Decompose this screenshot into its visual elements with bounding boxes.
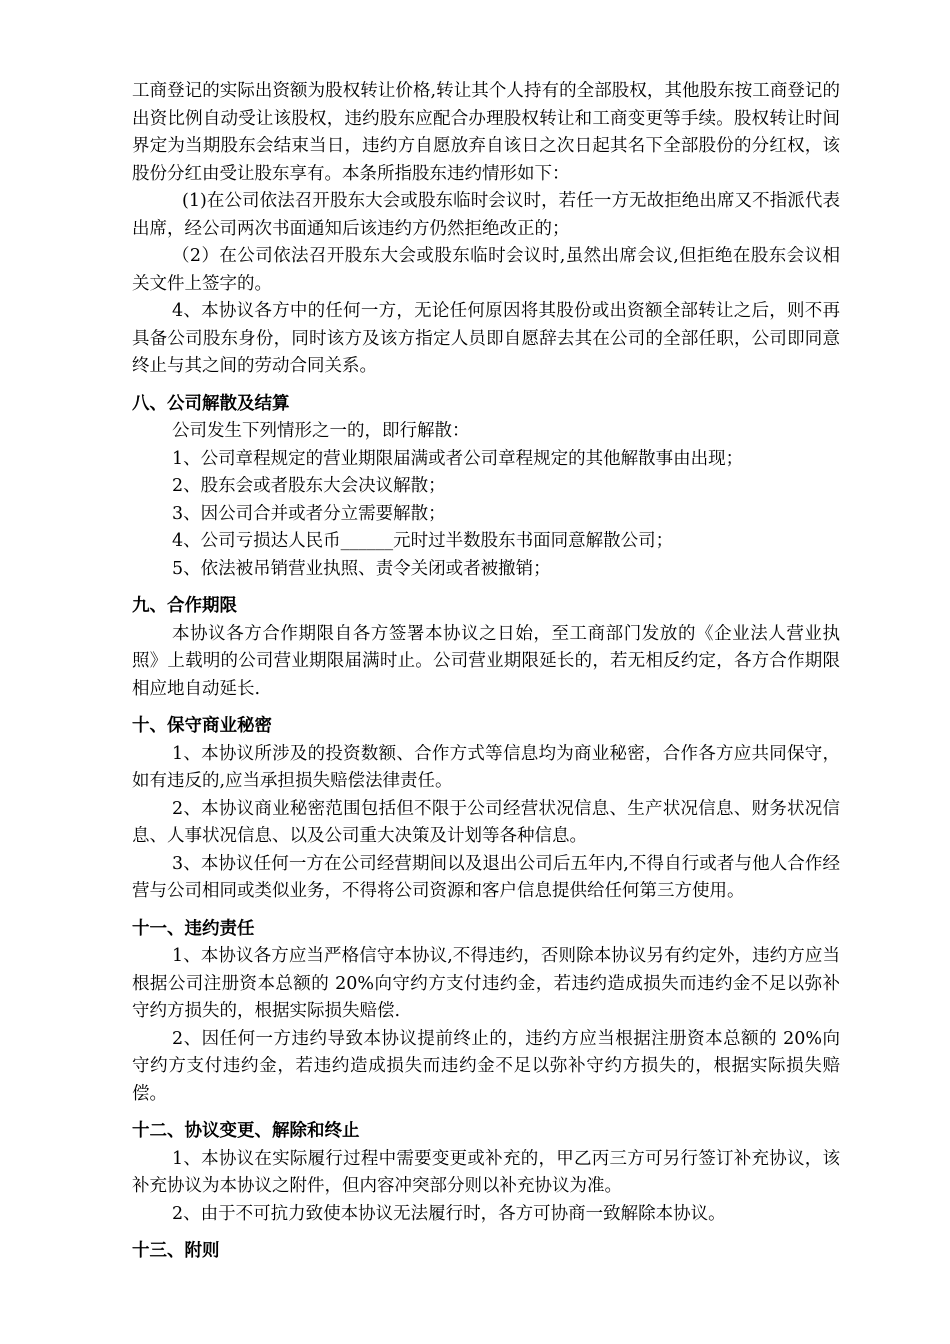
dissolution-item: 4、公司亏损达人民币______元时过半数股东书面同意解散公司； [172,531,674,551]
confidentiality-clause: 2、本协议商业秘密范围包括但不限于公司经营状况信息、生产状况信息、财务状况信息、人事状况信息、以及公司重大决策及计划等各种信息。 [132,798,840,846]
clause-4: 4、本协议各方中的任何一方，无论任何原因将其股份或出资额全部转让之后，则不再具备公司股东身份，同时该方及该方指定人员即自愿辞去其在公司的全部任职，公司即同意终止与其之间的劳动合同关系。 [132,301,840,376]
amendment-clause: 1、本协议在实际履行过程中需要变更或补充的，甲乙丙三方可另行签订补充协议，该补充协议为本协议之附件，但内容冲突部分则以补充协议为准。 [132,1148,840,1196]
section-heading-amendment: 十二、协议变更、解除和终止 [132,1121,360,1141]
term-paragraph: 本协议各方合作期限自各方签署本协议之日始，至工商部门发放的《企业法人营业执照》上载明的公司营业期限届满时止。公司营业期限延长的，若无相反约定，各方合作期限相应地自动延长. [132,623,840,699]
dissolution-intro: 公司发生下列情形之一的，即行解散： [172,421,470,441]
dissolution-item: 3、因公司合并或者分立需要解散； [172,503,446,524]
confidentiality-clause: 1、本协议所涉及的投资数额、合作方式等信息均为商业秘密，合作各方应共同保守，如有违反的,应当承担损失赔偿法律责任。 [132,743,840,791]
liability-clause: 2、因任何一方违约导致本协议提前终止的，违约方应当根据注册资本总额的 20%向守约方支付违约金，若违约造成损失而违约金不足以弥补守约方损失的，根据实际损失赔偿。 [132,1028,840,1104]
liability-clause: 1、本协议各方应当严格信守本协议,不得违约，否则除本协议另有约定外，违约方应当根据公司注册资本总额的 20%向守约方支付违约金，若违约造成损失而违约金不足以弥补守约方损失的，根据实际损失赔偿. [132,946,840,1021]
dissolution-item: 1、公司章程规定的营业期限届满或者公司章程规定的其他解散事由出现； [172,448,744,469]
intro-paragraph: 工商登记的实际出资额为股权转让价格,转让其个人持有的全部股权，其他股东按工商登记的出资比例自动受让该股权，违约股东应配合办理股权转让和工商变更等手续。股权转让时间界定为当期股东会结束当日，违约方自愿放弃自该日之次日起其名下全部股份的分红权，该股份分红由受让股东享有。本条所指股东违约情形如下： [132,81,840,184]
breach-case-1: (1)在公司依法召开股东大会或股东临时会议时，若任一方无故拒绝出席又不指派代表出席，经公司两次书面通知后该违约方仍然拒绝改正的； [132,191,840,239]
dissolution-item: 2、股东会或者股东大会决议解散； [172,476,446,496]
dissolution-item: 5、依法被吊销营业执照、责令关闭或者被撤销； [172,558,551,579]
section-heading-liability: 十一、违约责任 [132,918,255,939]
amendment-clause: 2、由于不可抗力致使本协议无法履行时，各方可协商一致解除本协议。 [172,1203,726,1224]
confidentiality-clause: 3、本协议任何一方在公司经营期间以及退出公司后五年内,不得自行或者与他人合作经营与公司相同或类似业务，不得将公司资源和客户信息提供给任何第三方使用。 [132,853,840,901]
section-heading-term: 九、合作期限 [132,596,237,616]
section-heading-dissolution: 八、公司解散及结算 [132,393,290,414]
section-heading-confidentiality: 十、保守商业秘密 [132,716,272,736]
section-heading-appendix: 十三、附则 [132,1241,220,1261]
breach-case-2: （2）在公司依法召开股东大会或股东临时会议时,虽然出席会议,但拒绝在股东会议相关文件上签字的。 [132,246,840,294]
